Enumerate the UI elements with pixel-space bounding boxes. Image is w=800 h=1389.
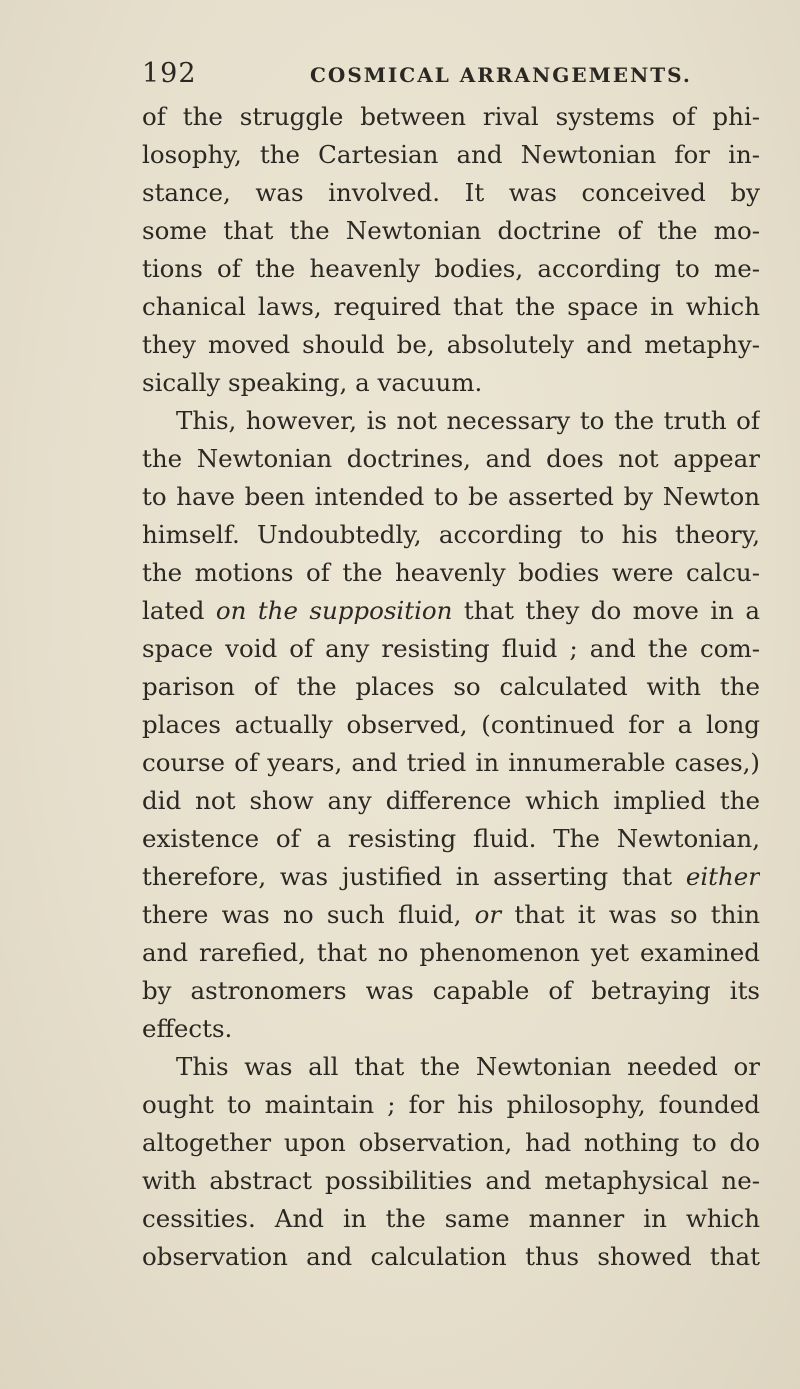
- text-line: there was no such fluid, or that it was so thin: [142, 900, 760, 929]
- text-line: of the struggle between rival systems of phi-: [142, 102, 760, 131]
- text-line: ought to maintain ; for his philosophy, founded: [142, 1090, 760, 1119]
- text-line: course of years, and tried in innumerable cases,): [142, 748, 760, 777]
- text-line: to have been intended to be asserted by Newton: [142, 482, 760, 511]
- text-line: lated on the supposition that they do move in a: [142, 596, 760, 625]
- running-head: [142, 58, 760, 92]
- text-line: they moved should be, absolutely and metaphy-: [142, 330, 760, 359]
- text-line: parison of the places so calculated with the: [142, 672, 760, 701]
- page-number: 192: [142, 58, 197, 89]
- text-line: himself. Undoubtedly, according to his theory,: [142, 520, 760, 549]
- text-line: the Newtonian doctrines, and does not appear: [142, 444, 760, 473]
- text-line: space void of any resisting fluid ; and the com-: [142, 634, 760, 663]
- paragraph-end-line: effects.: [142, 1014, 233, 1043]
- text-line: cessities. And in the same manner in which: [142, 1204, 760, 1233]
- text-line: by astronomers was capable of betraying its: [142, 976, 760, 1005]
- text-line: tions of the heavenly bodies, according to me-: [142, 254, 760, 283]
- text-line: observation and calculation thus showed that: [142, 1242, 760, 1271]
- text-line: chanical laws, required that the space in which: [142, 292, 760, 321]
- paragraph-end-line: sically speaking, a vacuum.: [142, 368, 483, 397]
- paragraph-start-line: This, however, is not necessary to the truth of: [176, 406, 760, 435]
- text-line: and rarefied, that no phenomenon yet examined: [142, 938, 760, 967]
- text-line: the motions of the heavenly bodies were calcu-: [142, 558, 760, 587]
- running-title: COSMICAL ARRANGEMENTS.: [310, 63, 692, 87]
- text-line: existence of a resisting fluid. The Newtonian,: [142, 824, 760, 853]
- text-line: did not show any difference which implied the: [142, 786, 760, 815]
- text-line: some that the Newtonian doctrine of the mo-: [142, 216, 760, 245]
- text-line: therefore, was justified in asserting that either: [142, 862, 760, 891]
- paragraph-start-line: This was all that the Newtonian needed or: [176, 1052, 760, 1081]
- text-line: losophy, the Cartesian and Newtonian for in-: [142, 140, 760, 169]
- body-text: [142, 98, 760, 1276]
- text-line: stance, was involved. It was conceived by: [142, 178, 760, 207]
- text-line: places actually observed, (continued for a long: [142, 710, 760, 739]
- text-line: altogether upon observation, had nothing to do: [142, 1128, 760, 1157]
- text-line: with abstract possibilities and metaphysical ne-: [142, 1166, 760, 1195]
